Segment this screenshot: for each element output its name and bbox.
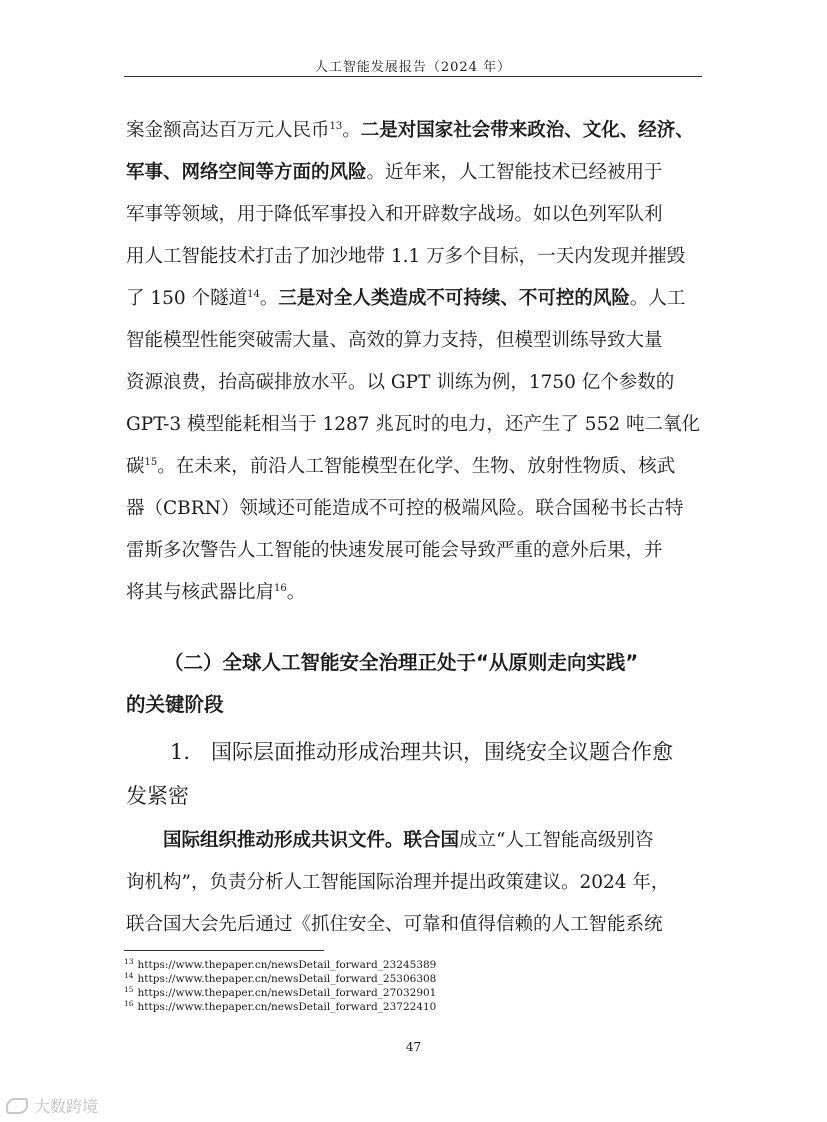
bold-text: 三是对全人类造成不可持续、不可控的风险 — [278, 288, 630, 309]
text-span: 器（CBRN）领域还可能造成不可控的极端风险。联合国秘书长古特 — [126, 498, 684, 519]
footnote-ref: 13 — [329, 120, 343, 132]
footnote-number: 13 — [124, 956, 134, 966]
footnote-ref: 15 — [144, 456, 158, 468]
footnote-link[interactable]: https://www.thepaper.cn/newsDetail_forward_23245389 — [137, 959, 437, 971]
text-line — [126, 862, 692, 904]
text-span: 军事等领域，用于降低军事投入和开辟数字战场。如以色列军队利 — [126, 204, 663, 225]
footnote-number: 14 — [124, 970, 134, 980]
watermark — [6, 1094, 98, 1117]
text-line — [126, 572, 692, 614]
footnote-link[interactable]: https://www.thepaper.cn/newsDetail_forward_27032901 — [137, 987, 437, 999]
watermark-text: 大数跨境 — [34, 1097, 99, 1116]
text-span: 询机构”，负责分析人工智能国际治理并提出政策建议。2024 年， — [126, 872, 670, 893]
section-heading-line-2: 的关键阶段 — [126, 693, 224, 716]
text-span: 碳 — [126, 456, 145, 477]
body-paragraph-2 — [126, 820, 692, 946]
text-span: 资源浪费，抬高碳排放水平。以 GPT 训练为例，1750 亿个参数的 — [126, 372, 675, 393]
text-line — [126, 194, 692, 236]
text-span: 联合国大会先后通过《抓住安全、可靠和值得信赖的人工智能系统 — [126, 914, 663, 935]
footnote-link[interactable]: https://www.thepaper.cn/newsDetail_forward_25306308 — [137, 973, 437, 985]
text-line — [126, 152, 692, 194]
text-line — [126, 236, 692, 278]
footnote-item — [124, 958, 436, 972]
subsection-heading-line-1: 1. 国际层面推动形成治理共识，围绕安全议题合作愈 — [170, 740, 674, 764]
text-line — [126, 446, 692, 488]
bold-text: 二是对国家社会带来政治、文化、经济、 — [360, 120, 694, 141]
bold-text: 国际组织推动形成共识文件。联合国 — [163, 830, 460, 851]
text-line — [126, 110, 692, 152]
text-line — [126, 362, 692, 404]
text-span: 。近年来，人工智能技术已经被用于 — [366, 162, 663, 183]
text-line — [126, 820, 692, 862]
subsection-heading — [126, 730, 692, 818]
section-heading — [126, 642, 692, 726]
header-rule — [124, 76, 702, 77]
text-span: 案金额高达百万元人民币 — [126, 120, 330, 141]
footnote-item — [124, 986, 436, 1000]
footnote-item — [124, 1000, 436, 1014]
footnote-number: 16 — [124, 998, 134, 1008]
text-line — [126, 488, 692, 530]
page-number: 47 — [405, 1040, 422, 1054]
running-header: 人工智能发展报告（2024 年） — [314, 60, 512, 75]
text-line — [126, 278, 692, 320]
text-span: 。 — [259, 288, 279, 309]
text-line — [126, 320, 692, 362]
text-span: 。 — [342, 120, 361, 141]
text-span: 。人工 — [629, 288, 686, 309]
text-line — [126, 904, 692, 946]
footnotes — [124, 958, 436, 1014]
footnote-ref: 14 — [247, 288, 260, 300]
footnote-link[interactable]: https://www.thepaper.cn/newsDetail_forward_23722410 — [137, 1001, 437, 1013]
text-span: 。 — [286, 582, 306, 603]
text-span: 了 150 个隧道 — [126, 288, 248, 309]
footnote-ref: 16 — [274, 582, 287, 594]
footnote-rule — [124, 950, 324, 951]
text-line — [126, 530, 692, 572]
body-paragraph-1 — [126, 110, 700, 614]
section-heading-line-1: （二）全球人工智能安全治理正处于“从原则走向实践” — [164, 651, 639, 674]
watermark-logo-icon — [6, 1098, 28, 1114]
text-span: 智能模型性能突破需大量、高效的算力支持，但模型训练导致大量 — [126, 330, 663, 351]
text-span: GPT-3 模型能耗相当于 1287 兆瓦时的电力，还产生了 552 吨二氧化 — [126, 414, 700, 435]
text-span: 用人工智能技术打击了加沙地带 1.1 万多个目标，一天内发现并摧毁 — [126, 246, 686, 267]
text-span: 成立“人工智能高级别咨 — [459, 830, 654, 851]
bold-text: 军事、网络空间等方面的风险 — [126, 162, 367, 183]
text-span: 将其与核武器比肩 — [126, 582, 275, 603]
text-line — [126, 404, 700, 446]
text-span: 雷斯多次警告人工智能的快速发展可能会导致严重的意外后果，并 — [126, 540, 663, 561]
footnote-number: 15 — [124, 984, 134, 994]
footnote-item — [124, 972, 436, 986]
subsection-heading-line-2: 发紧密 — [126, 784, 189, 808]
text-span: 。在未来，前沿人工智能模型在化学、生物、放射性物质、核武 — [157, 456, 676, 477]
